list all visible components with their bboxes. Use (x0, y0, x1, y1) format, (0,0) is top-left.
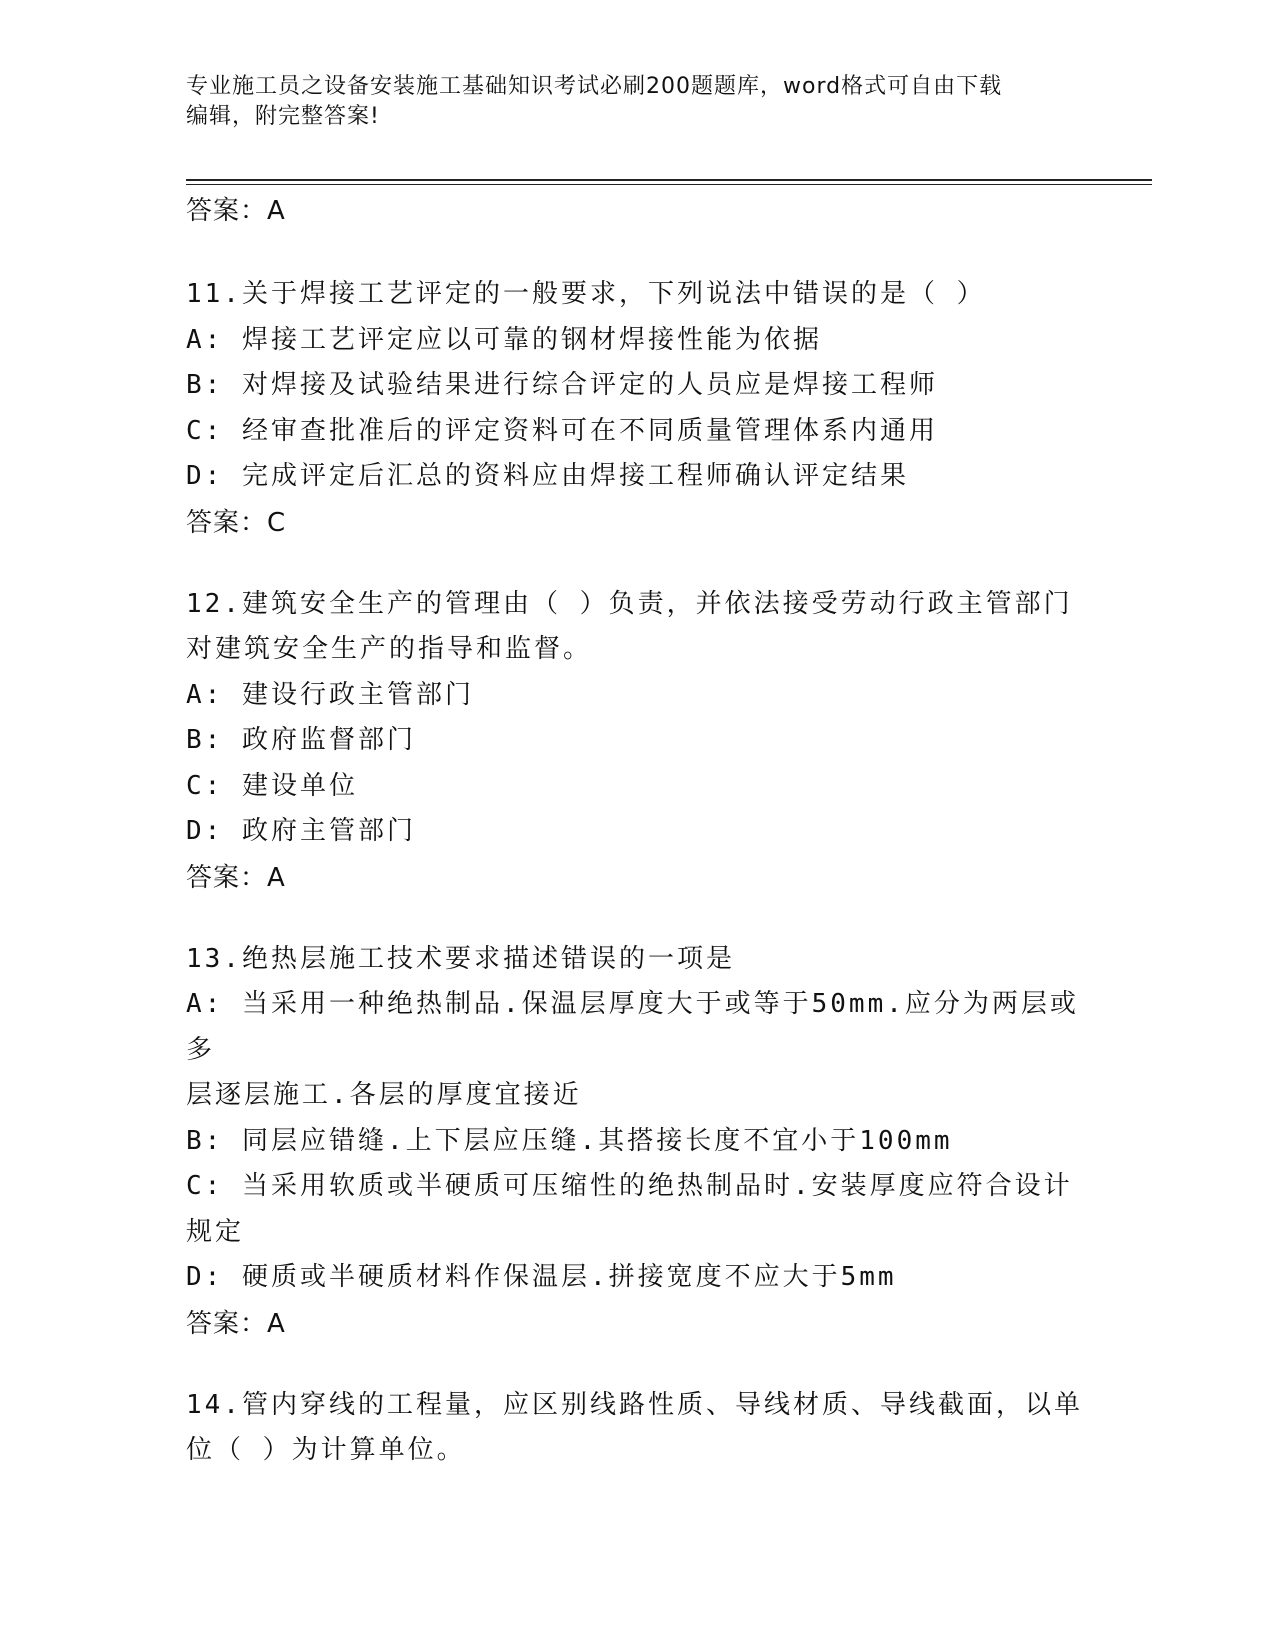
option-a: A: 当采用一种绝热制品.保温层厚度大于或等于50mm.应分为两层或多 (186, 989, 1079, 1065)
question-12 (186, 582, 1086, 901)
option-a: A: 焊接工艺评定应以可靠的钢材焊接性能为依据 (186, 324, 822, 355)
page-header (186, 72, 1066, 132)
option-a: A: 建设行政主管部门 (186, 679, 474, 710)
question-stem: 13.绝热层施工技术要求描述错误的一项是 (186, 943, 735, 974)
question-stem-continued: 对建筑安全生产的指导和监督。 (186, 634, 593, 664)
question-stem: 14.管内穿线的工程量，应区别线路性质、导线材质、导线截面，以单 (186, 1389, 1083, 1420)
question-stem-continued: 位（ ）为计算单位。 (186, 1435, 466, 1465)
option-c: C: 当采用软质或半硬质可压缩性的绝热制品时.安装厚度应符合设计 (186, 1171, 1073, 1201)
answer-line: 答案：A (186, 196, 286, 226)
header-divider (186, 179, 1152, 181)
header-title-line-2: 编辑，附完整答案! (186, 104, 380, 129)
option-a-continued: 层逐层施工.各层的厚度宜接近 (186, 1080, 582, 1110)
answer-line: 答案：C (186, 507, 287, 538)
option-d: D: 完成评定后汇总的资料应由焊接工程师确认评定结果 (186, 461, 909, 491)
option-c-continued: 规定 (186, 1216, 245, 1247)
option-c: C: 建设单位 (186, 770, 358, 801)
question-stem: 11.关于焊接工艺评定的一般要求，下列说法中错误的是（ ） (186, 279, 986, 309)
question-14 (186, 1383, 1086, 1474)
question-stem: 12.建筑安全生产的管理由（ ）负责，并依法接受劳动行政主管部门 (186, 588, 1073, 619)
option-b: B: 同层应错缝.上下层应压缝.其搭接长度不宜小于100mm (186, 1125, 953, 1156)
header-divider-thin (186, 184, 1152, 185)
answer-line: 答案：A (186, 1308, 286, 1339)
question-list (186, 188, 1086, 1474)
option-d: D: 政府主管部门 (186, 816, 416, 846)
option-b: B: 对焊接及试验结果进行综合评定的人员应是焊接工程师 (186, 370, 938, 400)
option-b: B: 政府监督部门 (186, 725, 416, 755)
question-13 (186, 937, 1086, 1347)
header-title-line-1: 专业施工员之设备安装施工基础知识考试必刷200题题库，word格式可自由下载 (186, 74, 1003, 99)
option-d: D: 硬质或半硬质材料作保温层.拼接宽度不应大于5mm (186, 1262, 897, 1292)
option-c: C: 经审查批准后的评定资料可在不同质量管理体系内通用 (186, 415, 938, 446)
question-11 (186, 272, 1086, 546)
answer-line: 答案：A (186, 862, 286, 893)
